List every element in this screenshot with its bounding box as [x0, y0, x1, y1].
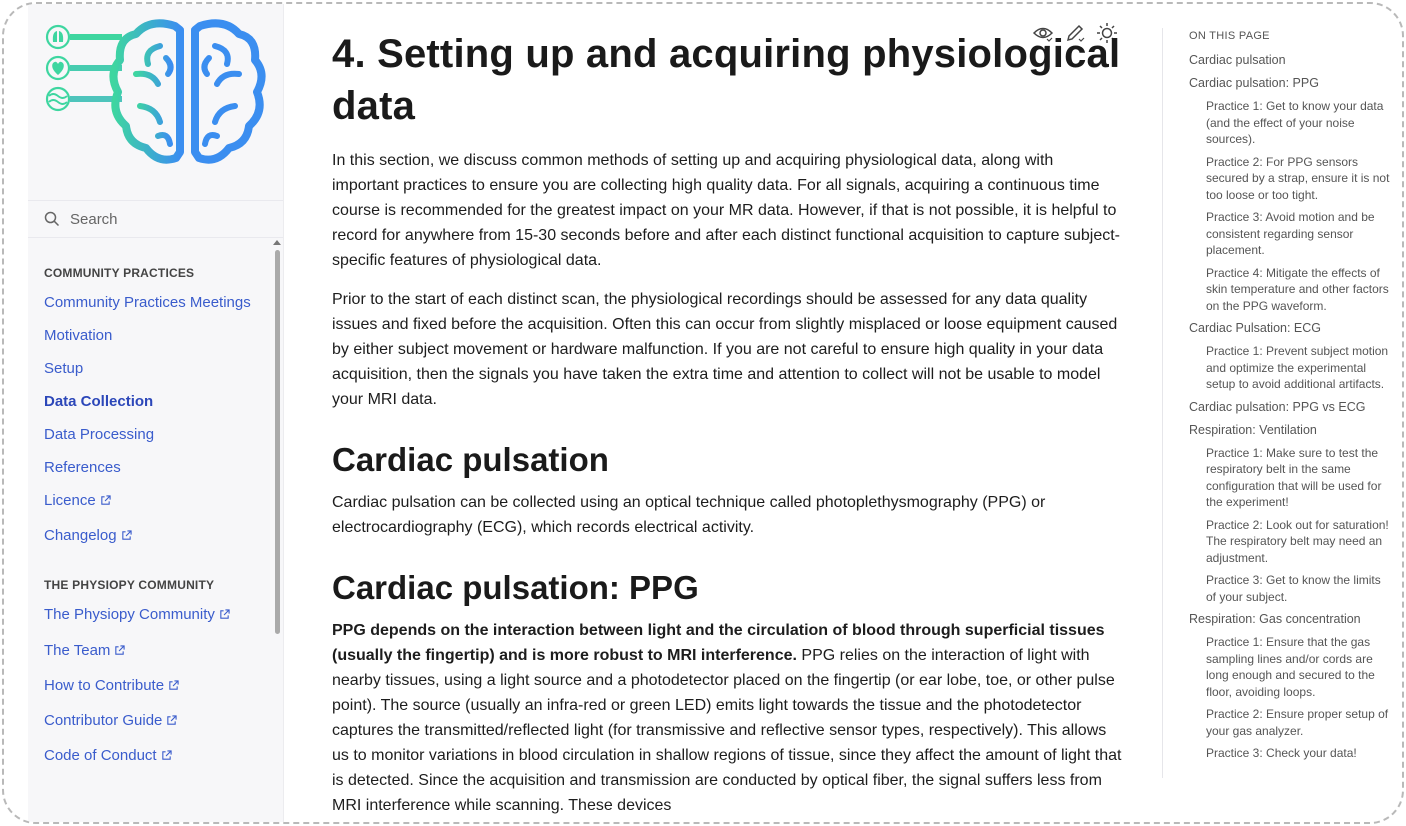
nav-item-label: Licence [44, 492, 96, 509]
toc-subitem[interactable]: Practice 2: Look out for saturation! The respiratory belt may need an adjustment. [1206, 517, 1389, 565]
main-content [332, 4, 1122, 824]
nav-item-code-of-conduct[interactable] [44, 745, 274, 778]
toc-subitem[interactable]: Practice 3: Avoid motion and be consistent regarding sensor placement. [1206, 210, 1375, 257]
nav-item-label: The Team [44, 642, 111, 659]
nav-item-how-to-contribute[interactable] [44, 675, 274, 708]
nav-item-label: References [44, 459, 121, 476]
table-of-contents [1162, 28, 1394, 778]
external-link-icon [114, 645, 125, 656]
scroll-thumb[interactable] [275, 250, 280, 634]
external-link-icon [161, 750, 172, 761]
nav-item-data-collection[interactable] [44, 391, 274, 424]
scroll-up-arrow-icon[interactable] [273, 240, 281, 245]
nav-item-label: The Physiopy Community [44, 606, 215, 623]
nav-item-label: Community Practices Meetings [44, 294, 251, 311]
external-link-icon [168, 680, 179, 691]
toc-subitem[interactable]: Practice 1: Ensure that the gas sampling lines and/or cords are long enough and secured to the floor, avoiding loops. [1206, 635, 1375, 699]
toc-item[interactable]: Cardiac pulsation: PPG [1189, 76, 1319, 90]
toc-subitem[interactable]: Practice 2: Ensure proper setup of your gas analyzer. [1206, 707, 1389, 738]
toc-heading: ON THIS PAGE [1189, 30, 1270, 42]
ppg-body: PPG relies on the interaction of light with nearby tissues, using a light source and a photodetector placed on the fingertip (or ear lobe, toe, or other pulse point). The source (usually an infra-red or green LED) emits light towards the tissue and the photodetector captures the transmitted/reflected light (for transmissive and reflective sensor types, respectively). This allows us to monitor variations in blood circulation in shallow regions of tissue, since they affect the amount of light that is detected. Since the acquisition and transmission are conducted by optical fiber, the signal suffers less from MRI interference while scanning. These devices [332, 647, 1122, 814]
toc-list [1189, 52, 1394, 762]
nav-item-setup[interactable] [44, 358, 274, 391]
external-link-icon [100, 495, 111, 506]
toc-item[interactable]: Cardiac pulsation: PPG vs ECG [1189, 399, 1366, 414]
nav-item-label: Data Processing [44, 426, 155, 443]
nav-item-label: How to Contribute [44, 677, 165, 694]
nav-item-motivation[interactable] [44, 325, 274, 358]
ppg-paragraph [332, 618, 1122, 818]
nav-item-label: Contributor Guide [44, 712, 163, 729]
nav-item-label: Data Collection [44, 393, 154, 410]
nav-item-references[interactable] [44, 457, 274, 490]
toc-subitem[interactable]: Practice 3: Check your data! [1206, 746, 1357, 760]
nav-item-label: Setup [44, 360, 84, 377]
toc-item[interactable]: Cardiac pulsation [1189, 53, 1286, 67]
search-icon [44, 211, 60, 227]
nav-item-changelog[interactable] [44, 525, 274, 558]
sidebar-nav [44, 266, 274, 778]
toc-subitem[interactable]: Practice 1: Get to know your data (and the effect of your noise sources). [1206, 99, 1384, 146]
sidebar-scrollbar[interactable] [273, 240, 281, 634]
toc-subitem[interactable]: Practice 1: Make sure to test the respiratory belt in the same configuration that will be used for the experiment! [1206, 445, 1382, 509]
sidebar [28, 4, 284, 824]
nav-item-licence[interactable] [44, 490, 274, 523]
toc-item[interactable]: Respiration: Ventilation [1189, 422, 1317, 437]
nav-item-label: Code of Conduct [44, 747, 157, 764]
toc-subitem[interactable]: Practice 2: For PPG sensors secured by a strap, ensure it is not too loose or too tight. [1206, 154, 1390, 202]
toc-item[interactable]: Respiration: Gas concentration [1189, 612, 1361, 626]
toc-subitem[interactable]: Practice 4: Mitigate the effects of skin temperature and other factors on the PPG waveform. [1206, 265, 1389, 313]
ppg-bold-lead: PPG depends on the interaction between light and the circulation of blood through superficial tissues (usually the fingertip) and is more robust to MRI interference. [332, 622, 1105, 664]
toc-subitem[interactable]: Practice 1: Prevent subject motion and optimize the experimental setup to avoid additional artifacts. [1206, 344, 1389, 391]
nav-item-label: Changelog [44, 527, 117, 544]
nav-spacer [44, 558, 274, 578]
nav-section-heading: COMMUNITY PRACTICES [44, 266, 195, 280]
nav-item-label: Motivation [44, 327, 113, 344]
page-frame [2, 2, 1404, 824]
cardiac-paragraph: Cardiac pulsation can be collected using an optical technique called photoplethysmography (PPG) or electrocardiography (ECG), which records electrical activity. [332, 494, 1046, 536]
heading-cardiac-pulsation: Cardiac pulsation [332, 441, 609, 478]
search-label: Search [70, 210, 118, 228]
nav-item-physiopy-community[interactable] [44, 604, 274, 637]
page-title: 4. Setting up and acquiring physiological data [332, 32, 1121, 128]
toc-item[interactable]: Cardiac Pulsation: ECG [1189, 321, 1322, 335]
external-link-icon [121, 530, 132, 541]
intro-paragraph-2: Prior to the start of each distinct scan, the physiological recordings should be assessed for any data quality issues and fixed before the acquisition. Often this can occur from slightly misplaced or loose equipment caused by either subject movement or hardware malfunction. If you are not careful to ensure high quality in your data acquisition, then the signals you have taken the extra time and attention to collect will not be usable to model your MRI data. [332, 291, 1118, 408]
nav-section-heading: THE PHYSIOPY COMMUNITY [44, 578, 215, 592]
intro-paragraph-1: In this section, we discuss common methods of setting up and acquiring physiological data, along with important practices to ensure you are collecting high quality data. For all signals, acquiring a continuous time course is recommended for the greatest impact on your MR data. However, if that is not possible, it is helpful to record for anywhere from 15-30 seconds before and after each distinct functional acquisition to capture subject-specific features of physiological data. [332, 152, 1120, 269]
heading-cardiac-ppg: Cardiac pulsation: PPG [332, 569, 699, 606]
nav-item-contributor-guide[interactable] [44, 710, 274, 743]
nav-item-the-team[interactable] [44, 640, 274, 673]
search-bar[interactable] [28, 200, 284, 238]
external-link-icon [166, 715, 177, 726]
toc-subitem[interactable]: Practice 3: Get to know the limits of your subject. [1206, 573, 1381, 604]
nav-item-data-processing[interactable] [44, 424, 274, 457]
physiopy-logo[interactable] [40, 12, 270, 182]
nav-item-community-practices-meetings[interactable] [44, 292, 274, 325]
external-link-icon [219, 609, 230, 620]
